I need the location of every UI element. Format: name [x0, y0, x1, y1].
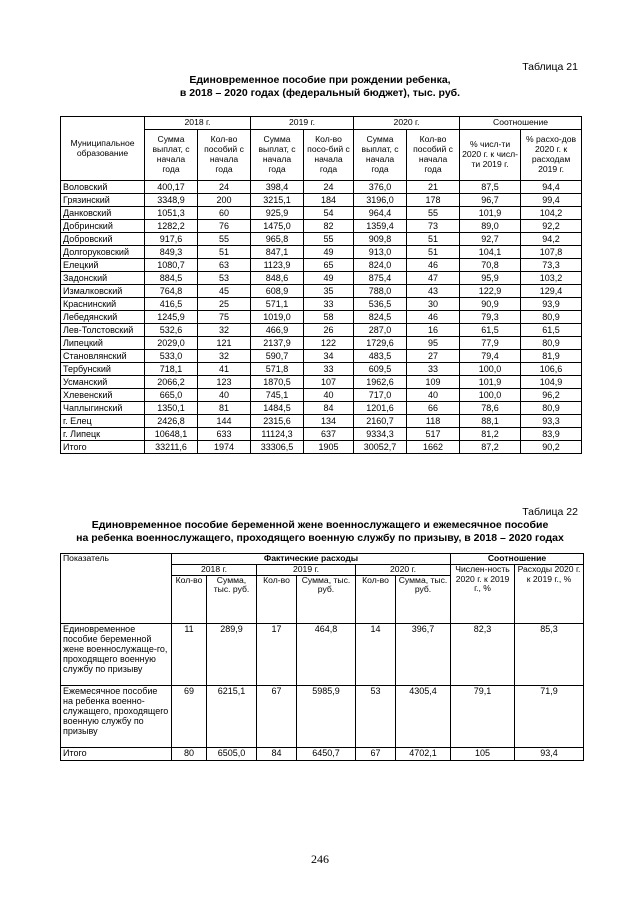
table-22-title: [60, 519, 580, 545]
table-row: [61, 207, 582, 220]
value-cell: 83,9: [521, 428, 582, 441]
value-cell: 75: [198, 311, 251, 324]
value-cell: 925,9: [251, 207, 304, 220]
value-cell: 106,6: [521, 363, 582, 376]
value-cell: 745,1: [251, 389, 304, 402]
value-cell: 11124,3: [251, 428, 304, 441]
value-cell: 6215,1: [207, 685, 257, 747]
header-ratio: Соотношение: [451, 554, 584, 565]
table-row: [61, 441, 582, 454]
value-cell: 717,0: [354, 389, 407, 402]
table-21-title: [60, 74, 580, 100]
value-cell: 96,2: [521, 389, 582, 402]
value-cell: 3215,1: [251, 194, 304, 207]
value-cell: 118: [407, 415, 460, 428]
value-cell: 58: [304, 311, 354, 324]
value-cell: 67: [356, 747, 396, 760]
value-cell: 81,9: [521, 350, 582, 363]
value-cell: 70,8: [460, 259, 521, 272]
header-indicator: Показатель: [61, 554, 172, 624]
table-22-header: [61, 554, 584, 624]
row-label-cell: Воловский: [61, 181, 145, 194]
table-row: [61, 685, 584, 747]
table-row: [61, 324, 582, 337]
header-2020: 2020 г.: [356, 564, 451, 575]
value-cell: 122,9: [460, 285, 521, 298]
value-cell: 53: [198, 272, 251, 285]
value-cell: 400,17: [145, 181, 198, 194]
value-cell: 93,9: [521, 298, 582, 311]
value-cell: 289,9: [207, 623, 257, 685]
value-cell: 47: [407, 272, 460, 285]
value-cell: 104,1: [460, 246, 521, 259]
row-label-cell: Итого: [61, 747, 172, 760]
value-cell: 51: [198, 246, 251, 259]
value-cell: 79,3: [460, 311, 521, 324]
value-cell: 847,1: [251, 246, 304, 259]
value-cell: 121: [198, 337, 251, 350]
table-row: [61, 337, 582, 350]
value-cell: 6450,7: [297, 747, 356, 760]
value-cell: 1905: [304, 441, 354, 454]
table-row: [61, 402, 582, 415]
row-label-cell: Измалковский: [61, 285, 145, 298]
table-row: [61, 415, 582, 428]
row-label-cell: Добровский: [61, 233, 145, 246]
value-cell: 33306,5: [251, 441, 304, 454]
value-cell: 287,0: [354, 324, 407, 337]
value-cell: 466,9: [251, 324, 304, 337]
value-cell: 1962,6: [354, 376, 407, 389]
value-cell: 107,8: [521, 246, 582, 259]
value-cell: 61,5: [460, 324, 521, 337]
value-cell: 93,3: [521, 415, 582, 428]
value-cell: 4702,1: [396, 747, 451, 760]
value-cell: 40: [198, 389, 251, 402]
value-cell: 144: [198, 415, 251, 428]
value-cell: 483,5: [354, 350, 407, 363]
header-count-2018: Кол-во: [172, 575, 207, 623]
value-cell: 87,2: [460, 441, 521, 454]
value-cell: 532,6: [145, 324, 198, 337]
row-label-cell: Хлевенский: [61, 389, 145, 402]
header-sum-2019: Сумма, тыс. руб.: [297, 575, 356, 623]
table-22-body: [61, 623, 584, 760]
value-cell: 909,8: [354, 233, 407, 246]
row-label-cell: Ежемесячное пособие на ребенка военно-служащего, проходящего военную службу по призыву: [61, 685, 172, 747]
table-row: [61, 389, 582, 402]
value-cell: 55: [198, 233, 251, 246]
value-cell: 824,0: [354, 259, 407, 272]
value-cell: 101,9: [460, 376, 521, 389]
header-count-2018: Кол-во пособий с начала года: [198, 130, 251, 181]
value-cell: 1475,0: [251, 220, 304, 233]
row-label-cell: Добринский: [61, 220, 145, 233]
table-21-title-line2: в 2018 – 2020 годах (федеральный бюджет), тыс. руб.: [179, 87, 461, 99]
table-22-title-line2: на ребенка военнослужащего, проходящего военную службу по призыву, в 2018 – 2020 годах: [76, 532, 564, 544]
value-cell: 54: [304, 207, 354, 220]
table-row: [61, 376, 582, 389]
value-cell: 3196,0: [354, 194, 407, 207]
value-cell: 1123,9: [251, 259, 304, 272]
value-cell: 79,1: [451, 685, 515, 747]
value-cell: 16: [407, 324, 460, 337]
value-cell: 1201,6: [354, 402, 407, 415]
row-label-cell: Усманский: [61, 376, 145, 389]
value-cell: 533,0: [145, 350, 198, 363]
table-row: [61, 220, 582, 233]
value-cell: 87,5: [460, 181, 521, 194]
value-cell: 376,0: [354, 181, 407, 194]
table-row: [61, 194, 582, 207]
value-cell: 30052,7: [354, 441, 407, 454]
value-cell: 82,3: [451, 623, 515, 685]
row-label-cell: Тербунский: [61, 363, 145, 376]
value-cell: 764,8: [145, 285, 198, 298]
value-cell: 73,3: [521, 259, 582, 272]
value-cell: 79,4: [460, 350, 521, 363]
header-actual: Фактические расходы: [172, 554, 451, 565]
value-cell: 33: [304, 298, 354, 311]
value-cell: 92,7: [460, 233, 521, 246]
table-row: [61, 246, 582, 259]
value-cell: 718,1: [145, 363, 198, 376]
value-cell: 26: [304, 324, 354, 337]
value-cell: 81: [198, 402, 251, 415]
table-row: [61, 363, 582, 376]
header-sum-2020: Сумма выплат, с начала года: [354, 130, 407, 181]
value-cell: 184: [304, 194, 354, 207]
value-cell: 21: [407, 181, 460, 194]
value-cell: 66: [407, 402, 460, 415]
table-row: [61, 623, 584, 685]
header-ratio-sum: Расходы 2020 г. к 2019 г., %: [515, 564, 584, 623]
value-cell: 32: [198, 350, 251, 363]
value-cell: 590,7: [251, 350, 304, 363]
value-cell: 122: [304, 337, 354, 350]
value-cell: 32: [198, 324, 251, 337]
header-municipality: Муниципальное образование: [61, 117, 145, 181]
value-cell: 80,9: [521, 402, 582, 415]
row-label-cell: Данковский: [61, 207, 145, 220]
value-cell: 665,0: [145, 389, 198, 402]
value-cell: 53: [356, 685, 396, 747]
value-cell: 398,4: [251, 181, 304, 194]
value-cell: 33: [407, 363, 460, 376]
value-cell: 1019,0: [251, 311, 304, 324]
row-label-cell: Лебедянский: [61, 311, 145, 324]
table-row: [61, 350, 582, 363]
header-sum-2018: Сумма, тыс. руб.: [207, 575, 257, 623]
table-22-label: Таблица 22: [522, 506, 578, 518]
value-cell: 100,0: [460, 363, 521, 376]
value-cell: 88,1: [460, 415, 521, 428]
value-cell: 90,2: [521, 441, 582, 454]
value-cell: 965,8: [251, 233, 304, 246]
value-cell: 1484,5: [251, 402, 304, 415]
value-cell: 848,6: [251, 272, 304, 285]
value-cell: 464,8: [297, 623, 356, 685]
value-cell: 2029,0: [145, 337, 198, 350]
value-cell: 40: [304, 389, 354, 402]
value-cell: 2137,9: [251, 337, 304, 350]
value-cell: 76: [198, 220, 251, 233]
header-2020: 2020 г.: [354, 117, 460, 130]
header-2019: 2019 г.: [257, 564, 356, 575]
value-cell: 1359,4: [354, 220, 407, 233]
value-cell: 55: [407, 207, 460, 220]
value-cell: 49: [304, 246, 354, 259]
table-row: [61, 285, 582, 298]
value-cell: 33: [304, 363, 354, 376]
value-cell: 61,5: [521, 324, 582, 337]
row-label-cell: Итого: [61, 441, 145, 454]
value-cell: 80,9: [521, 337, 582, 350]
header-ratio-count: Числен-ность 2020 г. к 2019 г., %: [451, 564, 515, 623]
row-label-cell: Елецкий: [61, 259, 145, 272]
value-cell: 67: [257, 685, 297, 747]
value-cell: 80: [172, 747, 207, 760]
value-cell: 107: [304, 376, 354, 389]
value-cell: 536,5: [354, 298, 407, 311]
table-21: [60, 116, 582, 454]
value-cell: 63: [198, 259, 251, 272]
value-cell: 71,9: [515, 685, 584, 747]
table-row: [61, 233, 582, 246]
header-count-2019: Кол-во посо-бий с начала года: [304, 130, 354, 181]
value-cell: 200: [198, 194, 251, 207]
header-count-2020: Кол-во пособий с начала года: [407, 130, 460, 181]
header-sum-2018: Сумма выплат, с начала года: [145, 130, 198, 181]
value-cell: 60: [198, 207, 251, 220]
value-cell: 6505,0: [207, 747, 257, 760]
row-label-cell: Единовременное пособие беременной жене военнослужаще-го, проходящего военную службу по призыву: [61, 623, 172, 685]
value-cell: 78,6: [460, 402, 521, 415]
value-cell: 90,9: [460, 298, 521, 311]
header-sum-2019: Сумма выплат, с начала года: [251, 130, 304, 181]
value-cell: 633: [198, 428, 251, 441]
value-cell: 40: [407, 389, 460, 402]
value-cell: 2066,2: [145, 376, 198, 389]
value-cell: 608,9: [251, 285, 304, 298]
value-cell: 1662: [407, 441, 460, 454]
table-row: [61, 272, 582, 285]
value-cell: 178: [407, 194, 460, 207]
table-row: [61, 181, 582, 194]
value-cell: 100,0: [460, 389, 521, 402]
table-row: [61, 259, 582, 272]
value-cell: 65: [304, 259, 354, 272]
value-cell: 80,9: [521, 311, 582, 324]
value-cell: 17: [257, 623, 297, 685]
value-cell: 25: [198, 298, 251, 311]
value-cell: 77,9: [460, 337, 521, 350]
table-row: [61, 311, 582, 324]
row-label-cell: Краснинский: [61, 298, 145, 311]
value-cell: 101,9: [460, 207, 521, 220]
header-sum-2020: Сумма, тыс. руб.: [396, 575, 451, 623]
value-cell: 10648,1: [145, 428, 198, 441]
value-cell: 123: [198, 376, 251, 389]
value-cell: 35: [304, 285, 354, 298]
header-ratio-sum: % расхо-дов 2020 г. к расходам 2019 г.: [521, 130, 582, 181]
value-cell: 84: [257, 747, 297, 760]
value-cell: 129,4: [521, 285, 582, 298]
table-21-label: Таблица 21: [522, 61, 578, 73]
value-cell: 1870,5: [251, 376, 304, 389]
value-cell: 1729,6: [354, 337, 407, 350]
table-21-title-line1: Единовременное пособие при рождении ребенка,: [189, 74, 451, 86]
value-cell: 69: [172, 685, 207, 747]
value-cell: 27: [407, 350, 460, 363]
value-cell: 85,3: [515, 623, 584, 685]
value-cell: 2160,7: [354, 415, 407, 428]
value-cell: 104,2: [521, 207, 582, 220]
value-cell: 81,2: [460, 428, 521, 441]
value-cell: 109: [407, 376, 460, 389]
value-cell: 4305,4: [396, 685, 451, 747]
table-22: [60, 553, 584, 761]
table-row: [61, 428, 582, 441]
header-2019: 2019 г.: [251, 117, 354, 130]
value-cell: 1080,7: [145, 259, 198, 272]
value-cell: 41: [198, 363, 251, 376]
value-cell: 571,1: [251, 298, 304, 311]
value-cell: 571,8: [251, 363, 304, 376]
value-cell: 73: [407, 220, 460, 233]
page-number: 246: [311, 852, 329, 866]
value-cell: 1245,9: [145, 311, 198, 324]
row-label-cell: г. Елец: [61, 415, 145, 428]
value-cell: 2426,8: [145, 415, 198, 428]
value-cell: 9334,3: [354, 428, 407, 441]
value-cell: 517: [407, 428, 460, 441]
value-cell: 396,7: [396, 623, 451, 685]
value-cell: 11: [172, 623, 207, 685]
value-cell: 55: [304, 233, 354, 246]
value-cell: 84: [304, 402, 354, 415]
value-cell: 416,5: [145, 298, 198, 311]
row-label-cell: Долгоруковский: [61, 246, 145, 259]
header-count-2019: Кол-во: [257, 575, 297, 623]
value-cell: 89,0: [460, 220, 521, 233]
value-cell: 46: [407, 259, 460, 272]
row-label-cell: Лев-Толстовский: [61, 324, 145, 337]
value-cell: 45: [198, 285, 251, 298]
header-count-2020: Кол-во: [356, 575, 396, 623]
value-cell: 95: [407, 337, 460, 350]
header-2018: 2018 г.: [172, 564, 257, 575]
value-cell: 33211,6: [145, 441, 198, 454]
value-cell: 134: [304, 415, 354, 428]
row-label-cell: г. Липецк: [61, 428, 145, 441]
value-cell: 51: [407, 233, 460, 246]
row-label-cell: Липецкий: [61, 337, 145, 350]
row-label-cell: Становлянский: [61, 350, 145, 363]
value-cell: 51: [407, 246, 460, 259]
value-cell: 1974: [198, 441, 251, 454]
table-row: [61, 747, 584, 760]
row-label-cell: Задонский: [61, 272, 145, 285]
value-cell: 99,4: [521, 194, 582, 207]
value-cell: 609,5: [354, 363, 407, 376]
value-cell: 34: [304, 350, 354, 363]
value-cell: 5985,9: [297, 685, 356, 747]
table-22-title-line1: Единовременное пособие беременной жене военнослужащего и ежемесячное пособие: [91, 519, 549, 531]
value-cell: 92,2: [521, 220, 582, 233]
value-cell: 913,0: [354, 246, 407, 259]
row-label-cell: Грязинский: [61, 194, 145, 207]
value-cell: 95,9: [460, 272, 521, 285]
value-cell: 24: [304, 181, 354, 194]
value-cell: 884,5: [145, 272, 198, 285]
value-cell: 82: [304, 220, 354, 233]
value-cell: 964,4: [354, 207, 407, 220]
value-cell: 43: [407, 285, 460, 298]
header-2018: 2018 г.: [145, 117, 251, 130]
table-21-header: [61, 117, 582, 181]
value-cell: 875,4: [354, 272, 407, 285]
header-ratio-count: % числ-ти 2020 г. к числ-ти 2019 г.: [460, 130, 521, 181]
value-cell: 2315,6: [251, 415, 304, 428]
value-cell: 14: [356, 623, 396, 685]
value-cell: 24: [198, 181, 251, 194]
value-cell: 93,4: [515, 747, 584, 760]
value-cell: 103,2: [521, 272, 582, 285]
value-cell: 917,6: [145, 233, 198, 246]
value-cell: 824,5: [354, 311, 407, 324]
value-cell: 788,0: [354, 285, 407, 298]
value-cell: 46: [407, 311, 460, 324]
value-cell: 94,2: [521, 233, 582, 246]
value-cell: 1051,3: [145, 207, 198, 220]
value-cell: 637: [304, 428, 354, 441]
value-cell: 849,3: [145, 246, 198, 259]
value-cell: 3348,9: [145, 194, 198, 207]
table-row: [61, 298, 582, 311]
value-cell: 96,7: [460, 194, 521, 207]
value-cell: 94,4: [521, 181, 582, 194]
value-cell: 1282,2: [145, 220, 198, 233]
value-cell: 104,9: [521, 376, 582, 389]
row-label-cell: Чаплыгинский: [61, 402, 145, 415]
header-ratio: Соотношение: [460, 117, 582, 130]
value-cell: 30: [407, 298, 460, 311]
table-21-body: [61, 181, 582, 454]
value-cell: 105: [451, 747, 515, 760]
value-cell: 49: [304, 272, 354, 285]
value-cell: 1350,1: [145, 402, 198, 415]
